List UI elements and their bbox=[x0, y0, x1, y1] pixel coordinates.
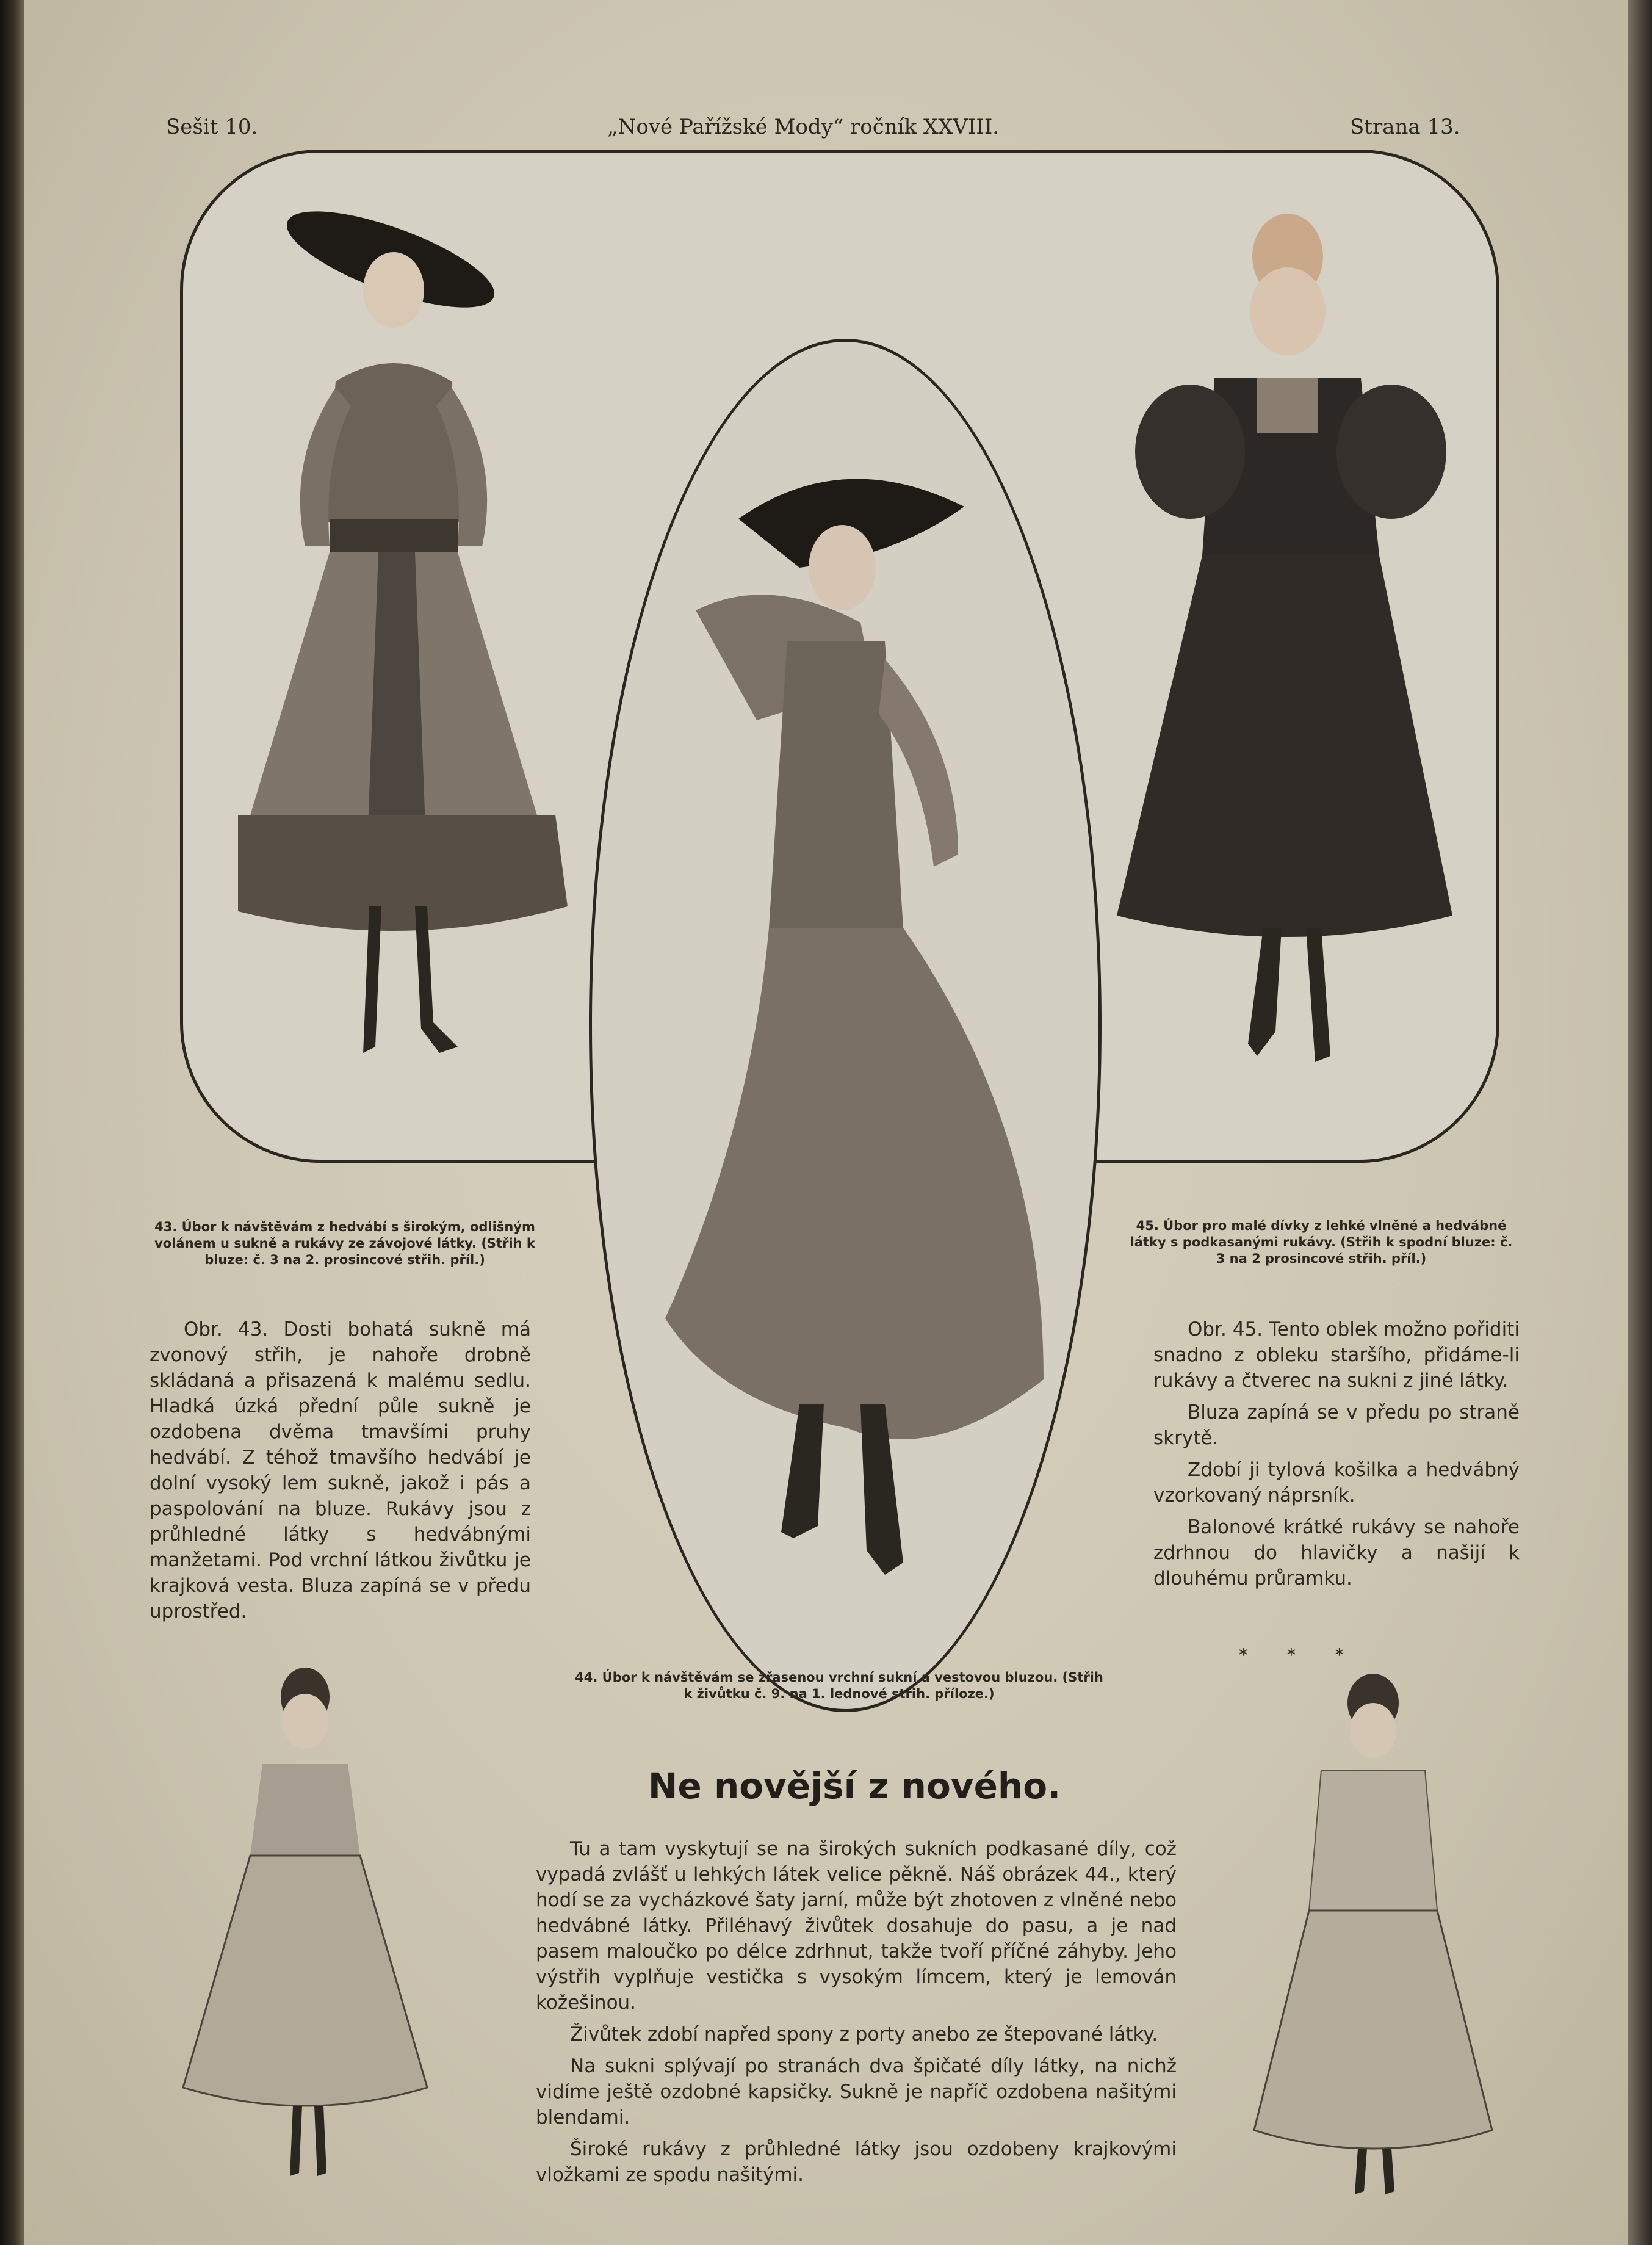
obr-43-description: Obr. 43. Dosti bohatá sukně má zvonový střih, je nahoře drobně skládaná a přisazená k malému sedlu. Hladká úzká přední půle sukně je ozdobena dvěma tmavšími pruhy hedvábí. Z téhož tmavšího hedvábí je dolní vysoký lem sukně, jakož i pás a paspolování na bluze. Rukávy jsou z průhledné látky s hedvábnými manžetami. Pod vrchní látkou živůtku je krajková vesta. Bluza zapíná se v předu uprostřed. bbox=[150, 1318, 531, 1622]
small-dress-illustration-right bbox=[1242, 1666, 1498, 2203]
article-paragraph-1: Tu a tam vyskytují se na širokých sukních podkasané díly, což vypadá zvlášť u lehkých látek velice pěkně. Náš obrázek 44., který hodí se za vycházkové šaty jarní, může být zhotoven z vlněné nebo hedvábné látky. Přiléhavý živůtek dosahuje do pasu, a je nad pasem maloučko po délce zdrhnut, takže tvoří příčné záhyby. Jeho výstřih vyplňuje vestička s vysokým límcem, který je lemován kožešinou. bbox=[536, 1838, 1177, 2014]
obr-45-sleeves: Balonové krátké rukávy se nahoře zdrhnou do hlavičky a našijí k dlouhému průramku. bbox=[1153, 1516, 1520, 1589]
obr-45-decoration: Zdobí ji tylová košilka a hedvábný vzorkovaný náprsník. bbox=[1153, 1459, 1520, 1506]
figure-45-illustration bbox=[1111, 189, 1452, 1117]
caption-figure-43: 43. Úbor k návštěvám z hedvábí s širokým, odlišným volánem u sukně a rukávy ze závojové látky. (Střih k bluze: č. 3 na 2. prosincové střih. příl.) bbox=[154, 1220, 535, 1267]
article-paragraph-4: Široké rukávy z průhledné látky jsou ozdobeny krajkovými vložkami ze spodu našitými. bbox=[536, 2138, 1177, 2186]
page-edge-shadow bbox=[1628, 0, 1652, 2245]
caption-figure-45: 45. Úbor pro malé dívky z lehké vlněné a hedvábné látky s podkasanými rukávy. (Střih k spodní bluze: č. 3 na 2 prosincové střih. příl.) bbox=[1130, 1218, 1513, 1266]
separator-asterisks: * * * bbox=[1239, 1645, 1361, 1665]
figure-44-oval-frame bbox=[589, 339, 1102, 1712]
magazine-page bbox=[24, 0, 1629, 2245]
figure-43-illustration bbox=[238, 204, 568, 1120]
caption-figure-44: 44. Úbor k návštěvám se zřasenou vrchní sukní a vestovou bluzou. (Střih k živůtku č. 9. na 1. lednové střih. příloze.) bbox=[575, 1670, 1103, 1701]
left-text-column bbox=[150, 1317, 531, 1630]
header-title: „Nové Pařížské Mody“ ročník XXVIII. bbox=[607, 115, 1000, 139]
obr-45-closure: Bluza zapíná se v předu po straně skrytě. bbox=[1153, 1401, 1520, 1449]
figure-44-illustration bbox=[616, 427, 1074, 1618]
article-paragraph-2: Živůtek zdobí napřed spony z porty anebo ze štepované látky. bbox=[570, 2023, 1158, 2045]
right-text-column bbox=[1153, 1317, 1520, 1597]
article-paragraph-3: Na sukni splývají po stranách dva špičaté díly látky, na nichž vidíme ještě ozdobné kapsičky. Sukně je napříč ozdobena našitými blendami. bbox=[536, 2055, 1177, 2128]
obr-45-description: Obr. 45. Tento oblek možno pořiditi snadno z obleku staršího, přidáme-li rukávy a čtverec na sukni z jiné látky. bbox=[1153, 1318, 1520, 1392]
header-issue: Sešit 10. bbox=[166, 115, 258, 139]
header-page-number: Strana 13. bbox=[1350, 115, 1460, 139]
small-dress-illustration-left bbox=[177, 1660, 433, 2197]
article-title: Ne novější z nového. bbox=[647, 1765, 1061, 1807]
article-body bbox=[536, 1836, 1177, 2194]
